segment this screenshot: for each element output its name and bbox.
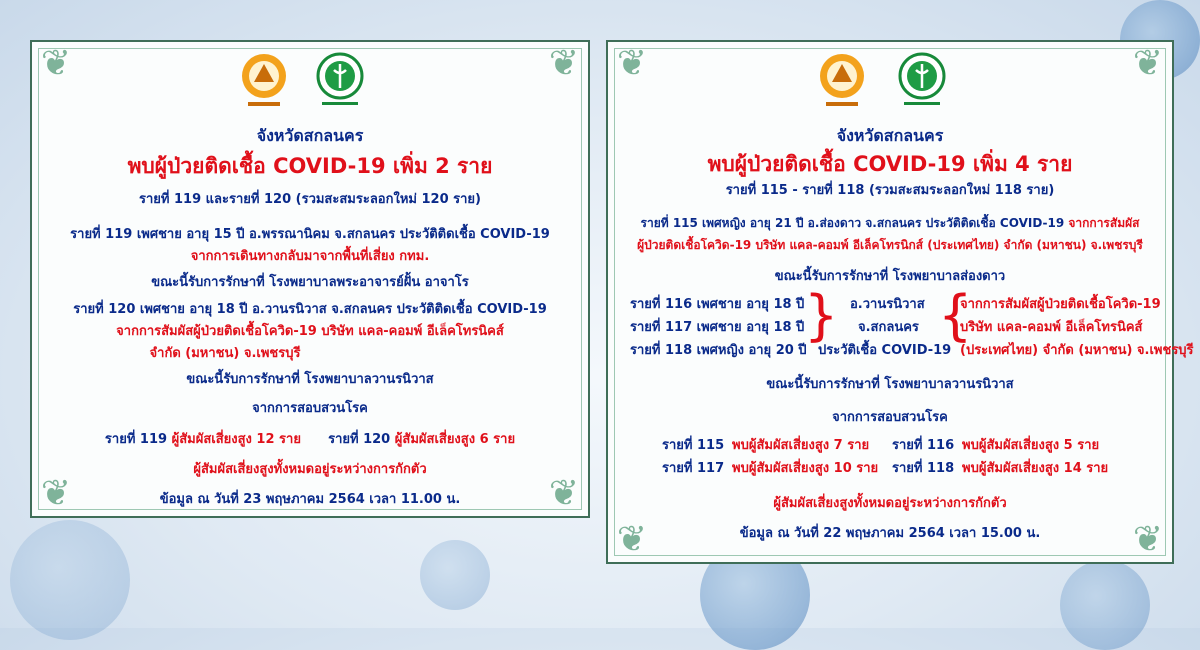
- hospital-2: ขณะนี้รับการรักษาที่ โรงพยาบาลวานรนิวาส: [186, 372, 434, 387]
- ministry-public-health-logo: [316, 52, 364, 110]
- contact-count: พบผู้สัมผัสเสี่ยงสูง 7 ราย: [732, 438, 870, 453]
- corner-ornament: ❦: [616, 43, 648, 84]
- brace-left: }: [804, 284, 839, 347]
- corner-ornament: ❦: [616, 519, 648, 560]
- quarantine-note: ผู้สัมผัสเสี่ยงสูงทั้งหมดอยู่ระหว่างการกักตัว: [193, 462, 427, 477]
- contact-count: ผู้สัมผัสเสี่ยงสูง 6 ราย: [394, 432, 516, 447]
- contact-case-id: รายที่ 117: [662, 461, 725, 476]
- ministry-public-health-logo: [898, 52, 946, 110]
- corner-ornament: ❦: [548, 473, 580, 514]
- case-119-detail: รายที่ 119 เพศชาย อายุ 15 ปี อ.พรรณานิคม จ.สกลนคร ประวัติติดเชื้อ COVID-19: [70, 227, 550, 242]
- case-120-detail: รายที่ 120 เพศชาย อายุ 18 ปี อ.วานรนิวาส จ.สกลนคร ประวัติติดเชื้อ COVID-19: [73, 302, 547, 317]
- brace-right: {: [938, 284, 973, 347]
- virus-decoration: [10, 520, 130, 640]
- group-source-1: จากการสัมผัสผู้ป่วยติดเชื้อโควิด-19: [960, 297, 1161, 312]
- virus-decoration: [1060, 560, 1150, 650]
- hospital-1: ขณะนี้รับการรักษาที่ โรงพยาบาลพระอาจารย์ฝั้น อาจาโร: [151, 275, 469, 290]
- hospital-2: ขณะนี้รับการรักษาที่ โรงพยาบาลวานรนิวาส: [766, 377, 1014, 392]
- corner-ornament: ❦: [548, 43, 580, 84]
- data-date: ข้อมูล ณ วันที่ 23 พฤษภาคม 2564 เวลา 11.00 น.: [159, 492, 461, 507]
- case-115-detail: [608, 214, 1172, 233]
- case-120-source-cont: จำกัด (มหาชน) จ.เพชรบุรี: [149, 346, 301, 361]
- group-district: อ.วานรนิวาส: [850, 297, 925, 312]
- case-119-source: จากการเดินทางกลับมาจากพื้นที่เสี่ยง กทม.: [190, 249, 430, 264]
- corner-ornament: ❦: [1132, 519, 1164, 560]
- contact-case-id: รายที่ 115: [662, 438, 725, 453]
- virus-decoration: [420, 540, 490, 610]
- contacts-row: [32, 428, 588, 449]
- group-case-118: รายที่ 118 เพศหญิง อายุ 20 ปี: [630, 343, 807, 358]
- group-case-117: รายที่ 117 เพศชาย อายุ 18 ปี: [630, 320, 805, 335]
- province-title: จังหวัดสกลนคร: [256, 126, 364, 145]
- contact-count: พบผู้สัมผัสเสี่ยงสูง 5 ราย: [962, 438, 1100, 453]
- contact-case-id: รายที่ 120: [328, 432, 391, 447]
- investigation-heading: จากการสอบสวนโรค: [832, 410, 948, 425]
- contact-case-id: รายที่ 116: [892, 438, 955, 453]
- case-115-text: รายที่ 115 เพศหญิง อายุ 21 ปี อ.ส่องดาว จ.สกลนคร ประวัติติดเชื้อ COVID-19: [640, 216, 1065, 230]
- case-120-source: จากการสัมผัสผู้ป่วยติดเชื้อโควิด-19 บริษัท แคล-คอมพ์ อีเล็คโทรนิคส์: [116, 324, 504, 339]
- case-range: รายที่ 115 - รายที่ 118 (รวมสะสมระลอกใหม่ 118 ราย): [725, 183, 1055, 198]
- group-province: จ.สกลนคร: [858, 320, 919, 335]
- contact-case-id: รายที่ 118: [892, 461, 955, 476]
- data-date: ข้อมูล ณ วันที่ 22 พฤษภาคม 2564 เวลา 15.00 น.: [739, 526, 1041, 541]
- headline: พบผู้ป่วยติดเชื้อ COVID-19 เพิ่ม 4 ราย: [707, 152, 1073, 176]
- contact-count: พบผู้สัมผัสเสี่ยงสูง 14 ราย: [962, 461, 1109, 476]
- group-source-3: (ประเทศไทย) จำกัด (มหาชน) จ.เพชรบุรี: [960, 343, 1194, 358]
- group-history: ประวัติเชื้อ COVID-19: [818, 343, 952, 358]
- right-announcement-card: [606, 40, 1194, 564]
- hospital-1: ขณะนี้รับการรักษาที่ โรงพยาบาลส่องดาว: [774, 269, 1006, 284]
- group-case-116: รายที่ 116 เพศชาย อายุ 18 ปี: [630, 297, 805, 312]
- corner-ornament: ❦: [1132, 43, 1164, 84]
- case-115-source: ผู้ป่วยติดเชื้อโควิด-19 บริษัท แคล-คอมพ์ อีเล็คโทรนิกส์ (ประเทศไทย) จำกัด (มหาชน) จ.เพชรบุรี: [637, 238, 1143, 252]
- provincial-seal-logo: [240, 52, 288, 110]
- contact-case-id: รายที่ 119: [104, 432, 168, 447]
- corner-ornament: ❦: [40, 43, 72, 84]
- left-announcement-card: [30, 40, 590, 518]
- group-source-2: บริษัท แคล-คอมพ์ อีเล็คโทรนิคส์: [960, 320, 1143, 335]
- contact-count: ผู้สัมผัสเสี่ยงสูง 12 ราย: [171, 432, 301, 447]
- case-115-source-start: จากการสัมผัส: [1064, 216, 1140, 230]
- headline: พบผู้ป่วยติดเชื้อ COVID-19 เพิ่ม 2 ราย: [127, 154, 493, 178]
- provincial-seal-logo: [818, 52, 866, 110]
- province-title: จังหวัดสกลนคร: [836, 126, 944, 145]
- investigation-heading: จากการสอบสวนโรค: [252, 401, 368, 416]
- case-range: รายที่ 119 และรายที่ 120 (รวมสะสมระลอกใหม่ 120 ราย): [139, 192, 481, 207]
- quarantine-note: ผู้สัมผัสเสี่ยงสูงทั้งหมดอยู่ระหว่างการกักตัว: [773, 496, 1007, 511]
- corner-ornament: ❦: [40, 473, 72, 514]
- contact-count: พบผู้สัมผัสเสี่ยงสูง 10 ราย: [732, 461, 879, 476]
